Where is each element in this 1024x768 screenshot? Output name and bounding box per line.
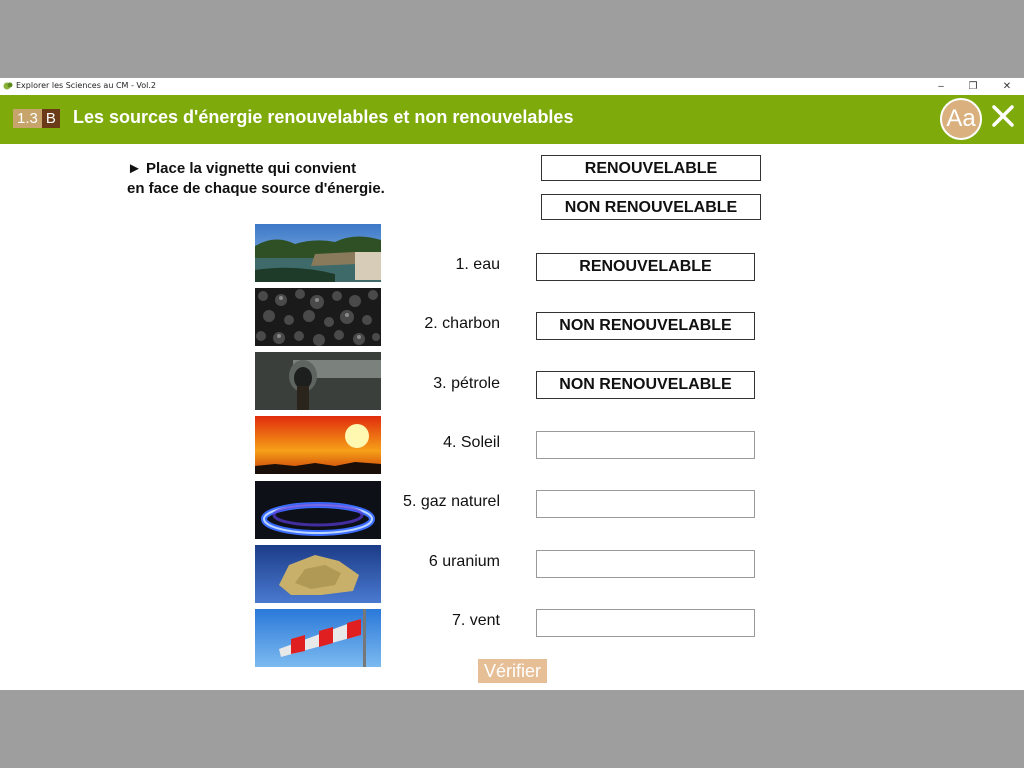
answer-slot-charbon[interactable]: NON RENOUVELABLE [536, 312, 755, 340]
lesson-letter: B [42, 109, 60, 128]
app-logo-icon [3, 81, 13, 91]
source-label-eau: 1. eau [455, 256, 500, 273]
close-icon[interactable] [988, 101, 1018, 131]
source-label-uranium: 6 uranium [428, 553, 500, 570]
source-label-charbon: 2. charbon [424, 315, 500, 332]
font-size-button[interactable]: Aa [940, 98, 982, 140]
window-title: Explorer les Sciences au CM - Vol.2 [16, 81, 157, 90]
lesson-badge [13, 109, 60, 128]
verify-button[interactable]: Vérifier [478, 659, 547, 683]
instruction-line-2: en face de chaque source d'énergie. [127, 180, 385, 197]
source-label-vent: 7. vent [451, 612, 500, 629]
answer-slot-eau[interactable]: RENOUVELABLE [536, 253, 755, 281]
restore-button[interactable]: ❐ [968, 81, 978, 92]
minimize-button[interactable]: – [938, 81, 944, 92]
source-label-soleil: 4. Soleil [443, 434, 500, 451]
source-label-petrole: 3. pétrole [433, 375, 500, 392]
instruction-line-1: ► Place la vignette qui convient [127, 160, 357, 177]
answer-slot-vent[interactable] [536, 609, 755, 637]
answer-slot-gaz-naturel[interactable] [536, 490, 755, 518]
source-label-gaz-naturel: 5. gaz naturel [403, 493, 500, 510]
lesson-header [0, 95, 1024, 144]
answer-slot-petrole[interactable]: NON RENOUVELABLE [536, 371, 755, 399]
answer-slot-uranium[interactable] [536, 550, 755, 578]
window-titlebar [0, 78, 1024, 95]
tile-non-renouvelable[interactable]: NON RENOUVELABLE [541, 194, 761, 220]
instruction [127, 159, 385, 199]
page-title: Les sources d'énergie renouvelables et non renouvelables [73, 107, 574, 127]
window-close-button[interactable]: ✕ [1002, 81, 1012, 92]
lesson-number: 1.3 [13, 109, 42, 128]
answer-slot-soleil[interactable] [536, 431, 755, 459]
tile-renouvelable[interactable]: RENOUVELABLE [541, 155, 761, 181]
